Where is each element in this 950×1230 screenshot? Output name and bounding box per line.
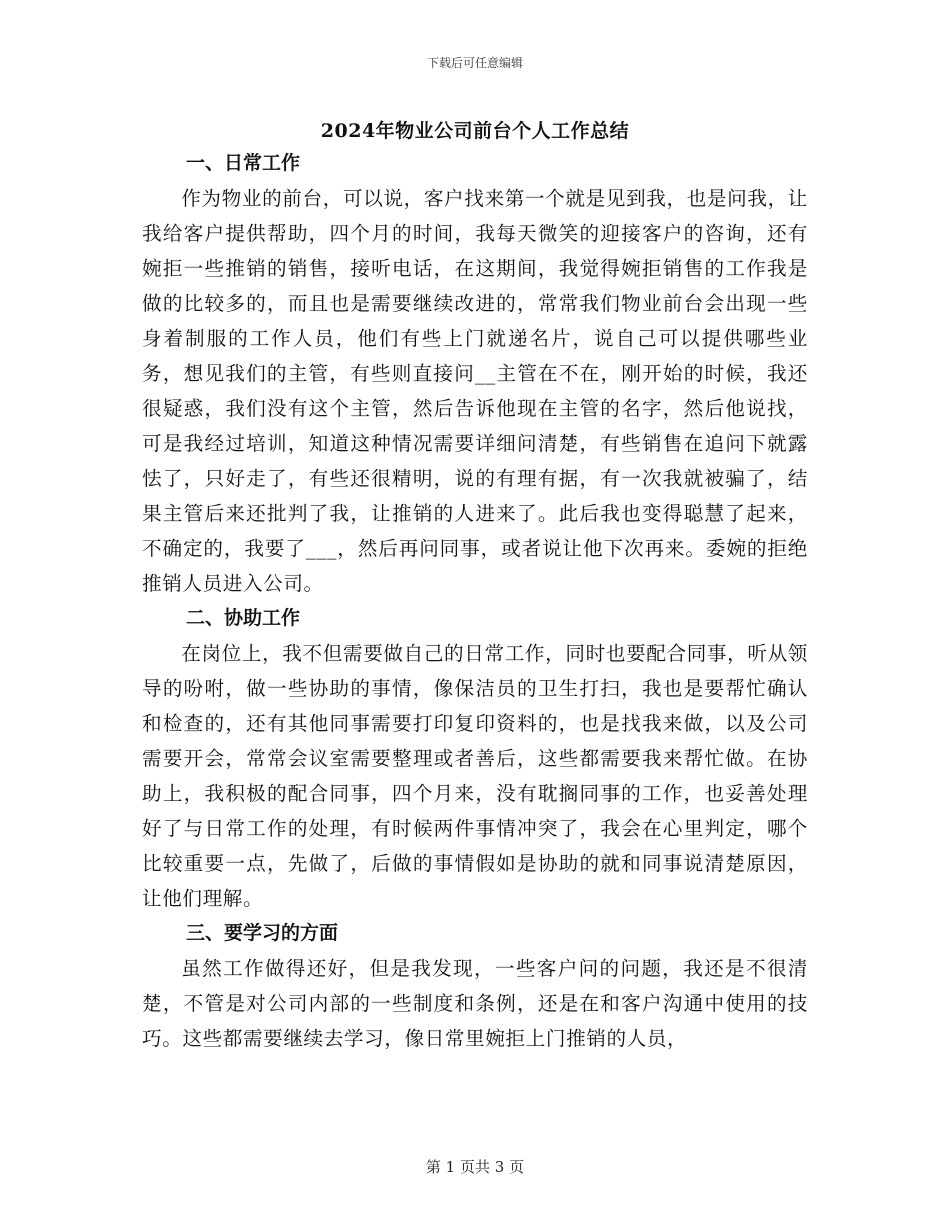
document-title: 2024年物业公司前台个人工作总结 bbox=[320, 120, 630, 142]
page-number-footer: 第 1 页共 3 页 bbox=[425, 1158, 525, 1176]
document-body bbox=[142, 146, 808, 1056]
section-heading-daily-work: 一、日常工作 bbox=[186, 152, 301, 174]
section-heading-assist-work: 二、协助工作 bbox=[186, 607, 301, 629]
section-paragraph-daily-work: 作为物业的前台，可以说，客户找来第一个就是见到我，也是问我，让我给客户提供帮助，四个月的时间，我每天微笑的迎接客户的咨询，还有婉拒一些推销的销售，接听电话，在这期间，我觉得婉拒销售的工作我是做的比较多的，而且也是需要继续改进的，常常我们物业前台会出现一些身着制服的工作人员，他们有些上门就递名片，说自己可以提供哪些业务，想见我们的主管，有些则直接问__主管在不在，刚开始的时候，我还很疑惑，我们没有这个主管，然后告诉他现在主管的名字，然后他说找，可是我经过培训，知道这种情况需要详细问清楚，有些销售在追问下就露怯了，只好走了，有些还很精明，说的有理有据，有一次我就被骗了，结果主管后来还批判了我，让推销的人进来了。此后我也变得聪慧了起来，不确定的，我要了___，然后再问同事，或者说让他下次再来。委婉的拒绝推销人员进入公司。 bbox=[142, 187, 808, 595]
section-paragraph-assist-work: 在岗位上，我不但需要做自己的日常工作，同时也要配合同事，听从领导的吩咐，做一些协助的事情，像保洁员的卫生打扫，我也是要帮忙确认和检查的，还有其他同事需要打印复印资料的，也是找我来做，以及公司需要开会，常常会议室需要整理或者善后，这些都需要我来帮忙做。在协助上，我积极的配合同事，四个月来，没有耽搁同事的工作，也妥善处理好了与日常工作的处理，有时候两件事情冲突了，我会在心里判定，哪个比较重要一点，先做了，后做的事情假如是协助的就和同事说清楚原因，让他们理解。 bbox=[142, 642, 808, 910]
section-heading-learning: 三、要学习的方面 bbox=[186, 922, 339, 944]
section-paragraph-learning: 虽然工作做得还好，但是我发现，一些客户问的问题，我还是不很清楚，不管是对公司内部的一些制度和条例，还是在和客户沟通中使用的技巧。这些都需要继续去学习，像日常里婉拒上门推销的人员， bbox=[142, 957, 808, 1050]
header-note: 下载后可任意编辑 bbox=[426, 56, 523, 70]
